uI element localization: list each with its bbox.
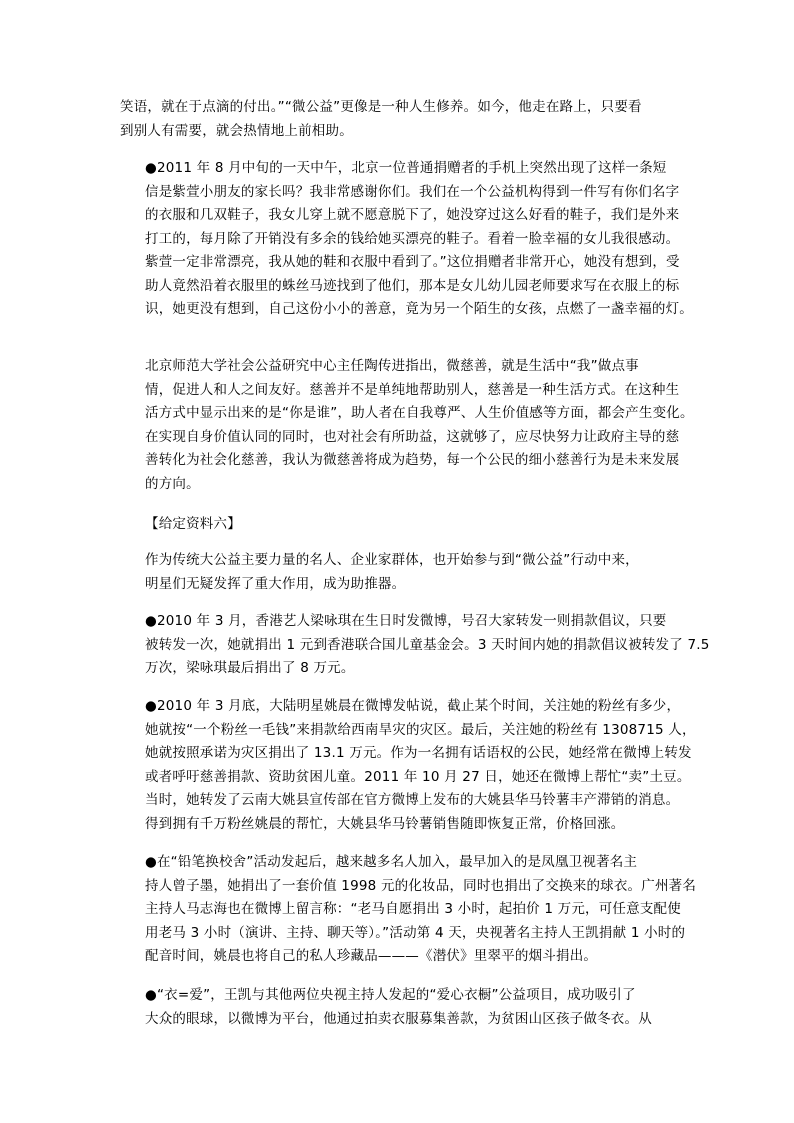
paragraph-2 [120,157,705,322]
text-line: 用老马 3 小时（演讲、主持、聊天等）。”活动第 4 天，央视著名主持人王凯捐献 1 小时的 [145,924,686,941]
text-line: ●2011 年 8 月中旬的一天中午，北京一位普通捐赠者的手机上突然出现了这样一条短 [145,160,667,176]
text-line: 活方式中显示出来的是“你是谁”，助人者在自我尊严、人生价值感等方面，都会产生变化。 [145,405,694,421]
text-line: 得到拥有千万粉丝姚晨的帮忙，大姚县华马铃薯销售随即恢复正常，价格回涨。 [145,815,625,832]
paragraph-6 [120,695,705,836]
paragraph-3 [120,355,705,496]
text-line: 情，促进人和人之间友好。慈善并不是单纯地帮助别人，慈善是一种生活方式。在这种生 [145,381,680,398]
text-line: 在实现自身价值认同的同时，也对社会有所助益，这就够了，应尽快努力让政府主导的慈 [145,428,680,445]
text-line: 她就按“一个粉丝一毛钱”来捐款给西南旱灾的灾区。最后，关注她的粉丝有 1308715 人， [145,721,696,738]
text-line: ●“衣=爱”，王凯与其他两位央视主持人发起的“爱心衣橱”公益项目，成功吸引了 [145,987,636,1003]
paragraph-4 [120,549,705,596]
paragraph-1 [120,96,680,143]
text-line: 到别人有需要，就会热情地上前相助。 [120,122,353,139]
paragraph-7 [120,851,705,969]
section-heading: 【给定资料六】 [145,516,241,532]
text-line: 或者呼吁慈善捐款、资助贫困儿童。2011 年 10 月 27 日，她还在微博上帮忙“卖”土豆。 [145,768,691,785]
text-line: 主持人马志海也在微博上留言称：“老马自愿捐出 3 小时，起拍价 1 万元，可任意支配使 [145,901,681,917]
text-line: ●2010 年 3 月底，大陆明星姚晨在微博发帖说，截止某个时间，关注她的粉丝有多少， [145,698,681,714]
text-line: ●在“铅笔换校舍”活动发起后，越来越多名人加入，最早加入的是凤凰卫视著名主 [145,854,638,870]
paragraph-8 [120,984,705,1031]
text-line: ●2010 年 3 月，香港艺人梁咏琪在生日时发微博，号召大家转发一则捐款倡议，只要 [145,613,667,629]
text-line: 大众的眼球，以微博为平台，他通过拍卖衣服募集善款，为贫困山区孩子做冬衣。从 [145,1010,652,1027]
text-line: 作为传统大公益主要力量的名人、企业家群体，也开始参与到“微公益”行动中来， [145,552,639,568]
text-line: 配音时间，姚晨也将自己的私人珍藏品———《潜伏》里翠平的烟斗捐出。 [145,948,598,964]
text-line: 的衣服和几双鞋子，我女儿穿上就不愿意脱下了，她没穿过这么好看的鞋子，我们是外来 [145,207,680,223]
text-line: 明星们无疑发挥了重大作用，成为助推器。 [145,575,406,592]
text-line: 助人竟然沿着衣服里的蛛丝马迹找到了他们，那本是女儿幼儿园老师要求写在衣服上的标 [145,277,680,294]
text-line: 她就按照承诺为灾区捐出了 13.1 万元。作为一名拥有话语权的公民，她经常在微博上转发 [145,745,692,761]
text-line: 打工的，每月除了开销没有多余的钱给她买漂亮的鞋子。看着一脸幸福的女儿我很感动。 [145,230,680,247]
text-line: 善转化为社会化慈善，我认为微慈善将成为趋势，每一个公民的细小慈善行为是未来发展 [145,452,680,468]
text-line: 当时，她转发了云南大姚县宣传部在官方微博上发布的大姚县华马铃薯丰产滞销的消息。 [145,792,680,808]
text-line: 紫萱一定非常漂亮，我从她的鞋和衣服中看到了。”这位捐赠者非常开心，她没有想到，受 [145,254,680,270]
text-line: 持人曾子墨，她捐出了一套价值 1998 元的化妆品，同时也捐出了交换来的球衣。广州著名 [145,877,697,894]
paragraph-5 [120,610,710,681]
text-line: 被转发一次，她就捐出 1 元到香港联合国儿童基金会。3 天时间内她的捐款倡议被转发了 7.5 [145,636,710,653]
text-line: 万次，梁咏琪最后捐出了 8 万元。 [145,660,355,676]
text-line: 的方向。 [145,475,200,492]
text-line: 笑语，就在于点滴的付出。”“微公益”更像是一种人生修养。如今，他走在路上，只要看 [120,99,642,115]
text-line: 识，她更没有想到，自己这份小小的善意，竟为另一个陌生的女孩，点燃了一盏幸福的灯。 [145,301,693,317]
text-line: 北京师范大学社会公益研究中心主任陶传进指出，微慈善，就是生活中“我”做点事 [145,358,639,374]
text-line: 信是紫萱小朋友的家长吗？我非常感谢你们。我们在一个公益机构得到一件写有你们名字 [145,183,680,200]
